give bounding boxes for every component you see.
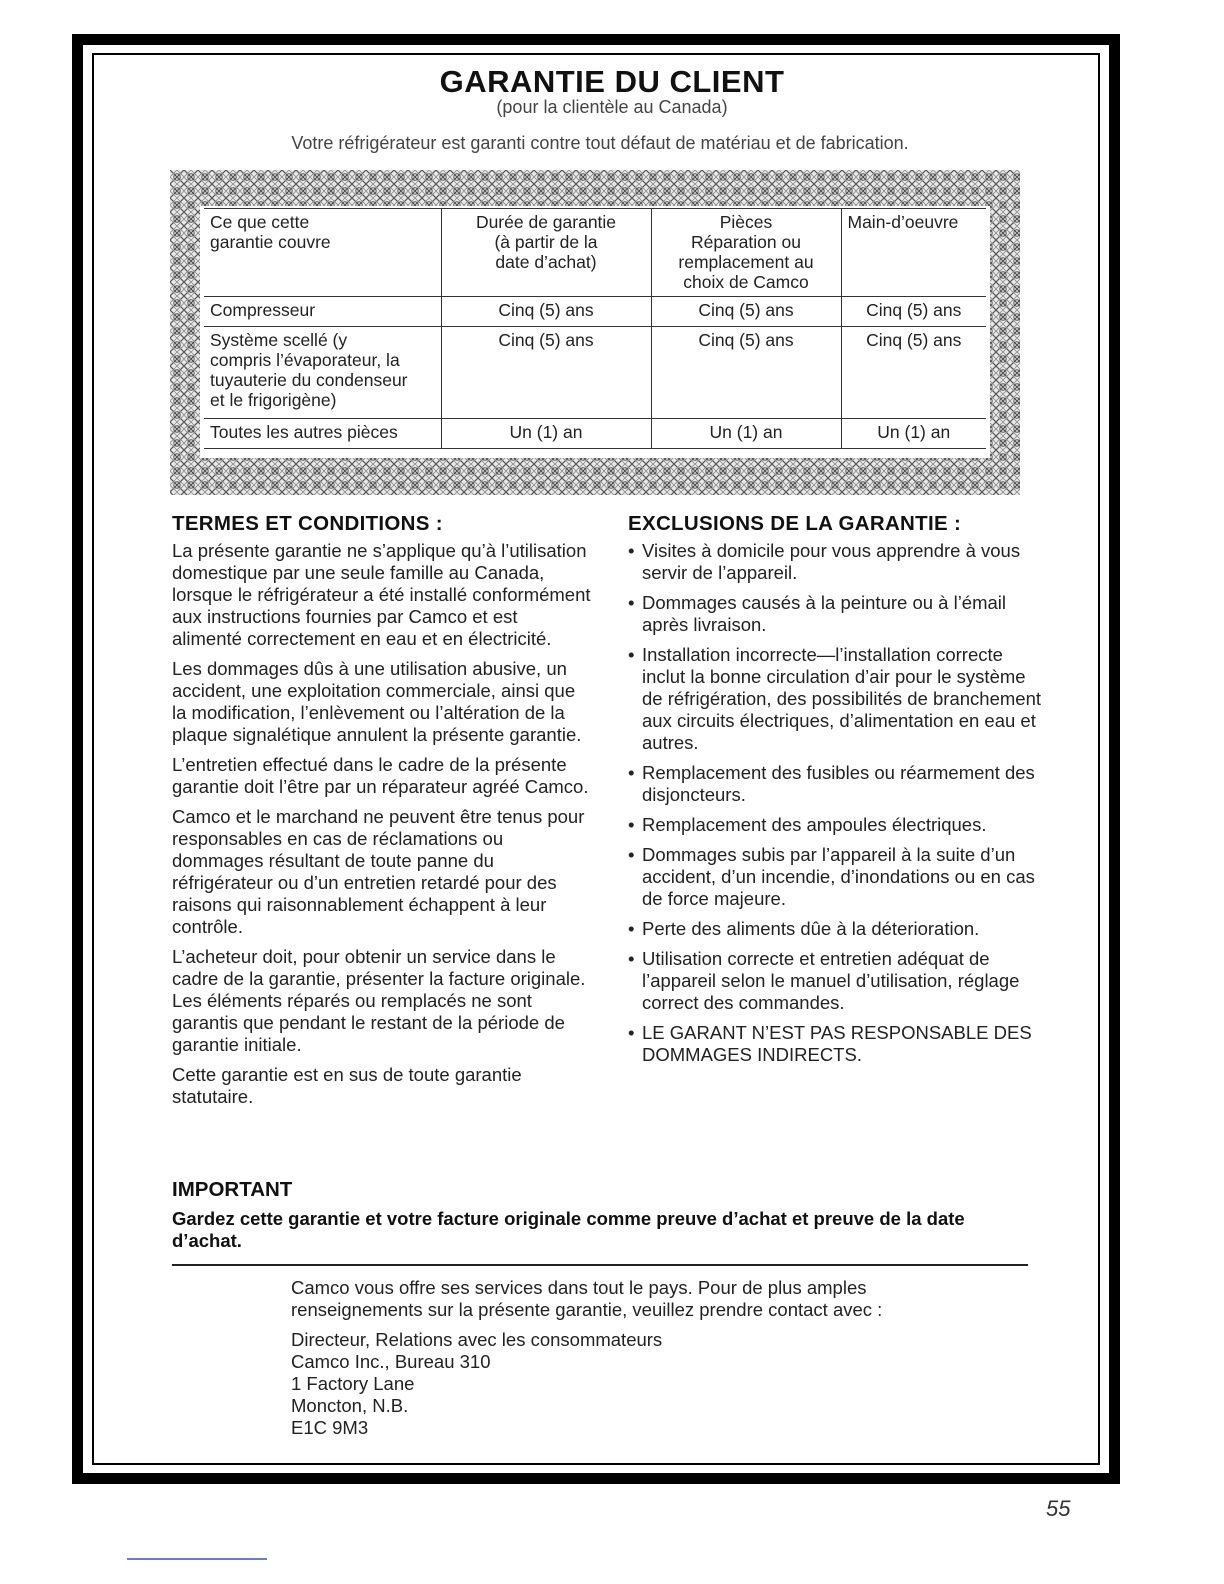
page-subtitle: (pour la clientèle au Canada) <box>496 97 728 117</box>
list-item: • Perte des aliments dûe à la déterioration. <box>628 918 980 939</box>
divider <box>172 1264 1028 1266</box>
header-parts: Pièces Réparation ou remplacement au choix de Camco <box>651 209 841 297</box>
exclusions-list <box>628 540 1048 1066</box>
sealed-system-cell: Système scellé (y compris l’évaporateur, la tuyauterie du condenseur et le frigorigène) <box>210 330 408 410</box>
intro-text: Votre réfrigérateur est garanti contre tout défaut de matériau et de fabrication. <box>291 133 909 153</box>
terms-paragraph: Cette garantie est en sus de toute garantie statutaire. <box>172 1064 522 1107</box>
list-item: • Utilisation correcte et entretien adéquat de l’appareil selon le manuel d’utilisation, réglage correct des commandes. <box>628 948 1020 1013</box>
terms-section <box>172 512 592 1116</box>
terms-paragraph: Camco et le marchand ne peuvent être tenus pour responsables en cas de réclamations ou dommages résultant de toute panne du réfrigérateur ou d’un entretien retardé pour des raisons qui raisonnablement échappent à leur contrôle. <box>172 806 585 937</box>
page-number: 55 <box>1046 1496 1071 1521</box>
terms-paragraph: L’entretien effectué dans le cadre de la présente garantie doit l’être par un réparateur agréé Camco. <box>172 754 589 797</box>
header-labor: Main-d’oeuvre <box>841 209 986 297</box>
list-item: • Remplacement des fusibles ou réarmement des disjoncteurs. <box>628 762 1035 805</box>
terms-paragraph: Les dommages dûs à une utilisation abusive, un accident, une exploitation commerciale, ainsi que la modification, l’enlèvement ou l’altération de la plaque signalétique annulent la présente garantie. <box>172 658 582 745</box>
exclusions-heading: EXCLUSIONS DE LA GARANTIE : <box>628 512 962 535</box>
list-item: • Visites à domicile pour vous apprendre à vous servir de l’appareil. <box>628 540 1021 583</box>
table-header-row <box>204 209 986 297</box>
warranty-table <box>204 208 986 449</box>
contact-section <box>291 1277 991 1439</box>
terms-paragraph: L’acheteur doit, pour obtenir un service dans le cadre de la garantie, présenter la facture originale. Les éléments réparés ou remplacés ne sont garantis que pendant le restant de la période de garantie initiale. <box>172 946 586 1055</box>
list-item: • Remplacement des ampoules électriques. <box>628 814 987 835</box>
important-text: Gardez cette garantie et votre facture originale comme preuve d’achat et preuve de la date d’achat. <box>172 1208 965 1251</box>
footer-line <box>127 1558 267 1560</box>
list-item: • Dommages subis par l’appareil à la suite d’un accident, d’un incendie, d’inondations ou en cas de force majeure. <box>628 844 1035 909</box>
header-duration: Durée de garantie (à partir de la date d’achat) <box>441 209 651 297</box>
contact-address: Directeur, Relations avec les consommateurs Camco Inc., Bureau 310 1 Factory Lane Moncton, N.B. E1C 9M3 <box>291 1329 663 1438</box>
terms-heading: TERMES ET CONDITIONS : <box>172 512 443 535</box>
list-item: • Dommages causés à la peinture ou à l’émail après livraison. <box>628 592 1007 635</box>
list-item: • Installation incorrecte—l’installation correcte inclut la bonne circulation d’air pour le système de réfrigération, des possibilités de branchement aux circuits électriques, d’alimentation en eau et autres. <box>628 644 1042 753</box>
table-row: Toutes les autres pièces Un (1) an Un (1) an Un (1) an <box>204 419 986 449</box>
list-item: • LE GARANT N’EST PAS RESPONSABLE DES DOMMAGES INDIRECTS. <box>628 1022 1032 1065</box>
header-coverage: Ce que cette garantie couvre <box>210 212 331 252</box>
table-row: Système scellé (y compris l’évaporateur, la tuyauterie du condenseur et le frigorigène) Cinq (5) ans Cinq (5) ans Cinq (5) ans <box>204 327 986 419</box>
page-title: GARANTIE DU CLIENT <box>439 64 785 99</box>
terms-paragraph: La présente garantie ne s’applique qu’à l’utilisation domestique par une seule famille au Canada, lorsque le réfrigérateur a été installé conformément aux instructions fournies par Camco et est alimenté correctement en eau et en électricité. <box>172 540 591 649</box>
exclusions-section <box>628 512 1048 1074</box>
important-heading: IMPORTANT <box>172 1178 293 1201</box>
contact-intro: Camco vous offre ses services dans tout le pays. Pour de plus amples renseignements sur la présente garantie, veuillez prendre contact avec : <box>291 1277 883 1320</box>
important-section <box>172 1178 1032 1252</box>
table-row: Compresseur Cinq (5) ans Cinq (5) ans Cinq (5) ans <box>204 297 986 327</box>
